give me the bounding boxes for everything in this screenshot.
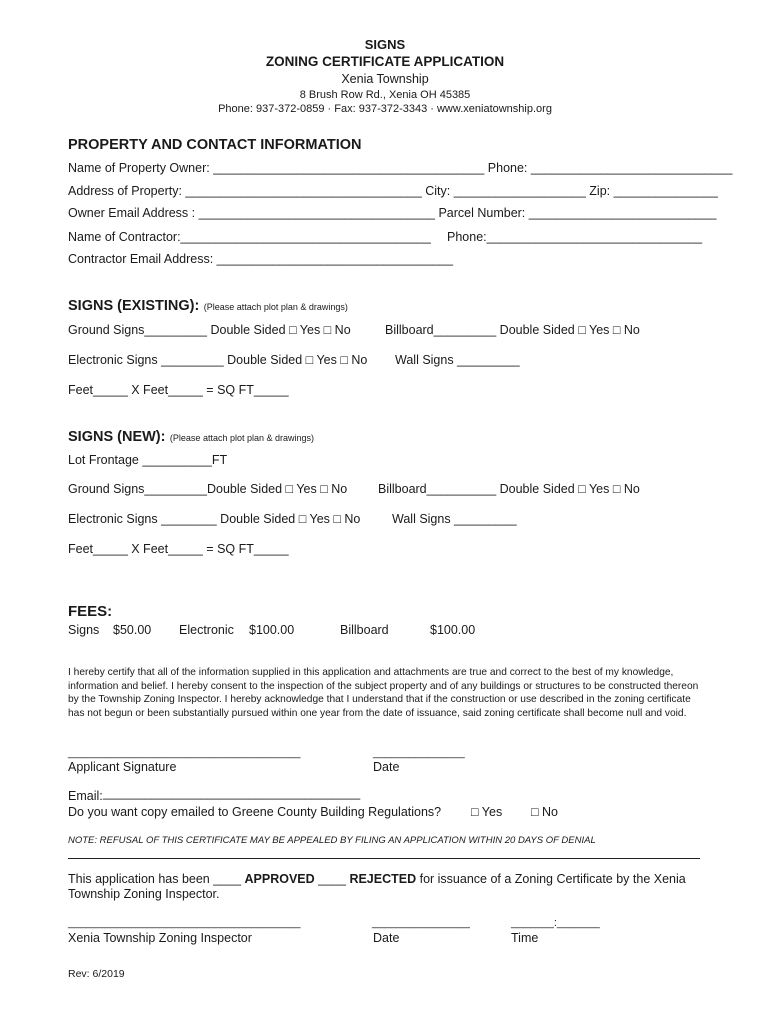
inspector-label: Xenia Township Zoning Inspector	[68, 931, 252, 945]
inspector-date-line[interactable]: ________________	[372, 917, 470, 929]
fee-electronic-label: Electronic	[179, 623, 234, 637]
property-address-field[interactable]: Address of Property: __________________________________ City: ___________________ Zip: _______________	[68, 184, 718, 198]
copy-yes-checkbox[interactable]: □ Yes	[471, 805, 503, 819]
existing-signs-note: (Please attach plot plan & drawings)	[203, 302, 348, 312]
certification-text: I hereby certify that all of the information supplied in this application and attachments are true and correct to the best of my knowledge, information and belief. I hereby consent to the inspection of the subject property and of any buildings or structures to be constructed thereon by the Township Zoning Inspector. I hereby acknowledge that I understand that if the construction or use described in the zoning certificate has not begun or been substantially pursued within one year from the date of issuance, said zoning certificate shall become null and void.	[68, 667, 699, 719]
divider	[68, 858, 700, 859]
form-title: ZONING CERTIFICATE APPLICATION	[265, 54, 505, 69]
existing-signs-heading	[68, 297, 348, 315]
fee-signs-label: Signs	[68, 623, 100, 637]
new-signs-title: SIGNS (NEW):	[68, 429, 166, 445]
decision-middle: ____	[314, 872, 350, 886]
applicant-signature-label: Applicant Signature	[68, 760, 177, 774]
contractor-email-field[interactable]: Contractor Email Address: __________________________________	[68, 252, 454, 266]
org-contact: Phone: 937-372-0859 · Fax: 937-372-3343 · www.xeniatownship.org	[218, 103, 552, 115]
decision-prefix: This application has been ____	[68, 872, 245, 886]
existing-wall-signs[interactable]: Wall Signs _________	[395, 353, 520, 367]
org-name: Xenia Township	[341, 72, 429, 86]
contractor-phone-field[interactable]: Phone:_______________________________	[447, 230, 703, 244]
email-label: Email:	[68, 789, 103, 803]
approved-option[interactable]: APPROVED	[244, 872, 315, 886]
copy-no-checkbox[interactable]: □ No	[531, 805, 559, 819]
existing-sq-ft[interactable]: Feet_____ X Feet_____ = SQ FT_____	[68, 383, 289, 397]
org-address: 8 Brush Row Rd., Xenia OH 45385	[299, 89, 471, 101]
existing-electronic-signs[interactable]: Electronic Signs _________ Double Sided □ Yes □ No	[68, 353, 368, 367]
inspector-signature-line[interactable]: ______________________________________	[68, 917, 301, 929]
inspector-date-label: Date	[373, 931, 400, 945]
new-electronic-signs[interactable]: Electronic Signs ________ Double Sided □ Yes □ No	[68, 512, 361, 526]
owner-field[interactable]: Name of Property Owner: _______________________________________ Phone: _____________________________	[68, 161, 733, 175]
new-sq-ft[interactable]: Feet_____ X Feet_____ = SQ FT_____	[68, 542, 289, 556]
fee-billboard-label: Billboard	[340, 623, 389, 637]
existing-billboard[interactable]: Billboard_________ Double Sided □ Yes □ No	[385, 323, 640, 337]
applicant-signature-line[interactable]: ______________________________________	[68, 747, 301, 759]
inspector-time-label: Time	[511, 931, 539, 945]
property-heading: PROPERTY AND CONTACT INFORMATION	[68, 137, 362, 153]
new-signs-note: (Please attach plot plan & drawings)	[169, 433, 315, 443]
fees-heading: FEES:	[68, 603, 113, 620]
new-ground-signs[interactable]: Ground Signs_________Double Sided □ Yes □ No	[68, 482, 348, 496]
contractor-field[interactable]: Name of Contractor:____________________________________	[68, 230, 431, 244]
fee-billboard-amount: $100.00	[430, 623, 476, 637]
new-billboard[interactable]: Billboard__________ Double Sided □ Yes □ No	[378, 482, 640, 496]
existing-signs-title: SIGNS (EXISTING):	[68, 298, 200, 314]
revision-label: Rev: 6/2019	[68, 968, 125, 980]
fee-electronic-amount: $100.00	[249, 623, 295, 637]
decision-line-2: Township Zoning Inspector.	[68, 887, 220, 901]
rejected-option[interactable]: REJECTED	[349, 872, 417, 886]
decision-line	[68, 872, 686, 886]
new-wall-signs[interactable]: Wall Signs _________	[392, 512, 517, 526]
applicant-date-label: Date	[373, 760, 400, 774]
applicant-date-line[interactable]: _______________	[373, 747, 465, 759]
decision-suffix: for issuance of a Zoning Certificate by the Xenia	[416, 872, 686, 886]
lot-frontage[interactable]: Lot Frontage __________FT	[68, 453, 228, 467]
new-signs-heading	[68, 428, 314, 446]
fee-signs-amount: $50.00	[113, 623, 152, 637]
form-title-signs: SIGNS	[364, 37, 406, 52]
email-line[interactable]: _____________________________________	[103, 786, 361, 800]
appeal-note: NOTE: REFUSAL OF THIS CERTIFICATE MAY BE APPEALED BY FILING AN APPLICATION WITHIN 20 DAYS OF DENIAL	[68, 835, 596, 846]
existing-ground-signs[interactable]: Ground Signs_________ Double Sided □ Yes □ No	[68, 323, 351, 337]
owner-email-field[interactable]: Owner Email Address : __________________________________ Parcel Number: ___________________________	[68, 206, 717, 220]
inspector-time-line[interactable]: _______:_______	[511, 917, 600, 929]
copy-question: Do you want copy emailed to Greene County Building Regulations?	[68, 805, 442, 819]
